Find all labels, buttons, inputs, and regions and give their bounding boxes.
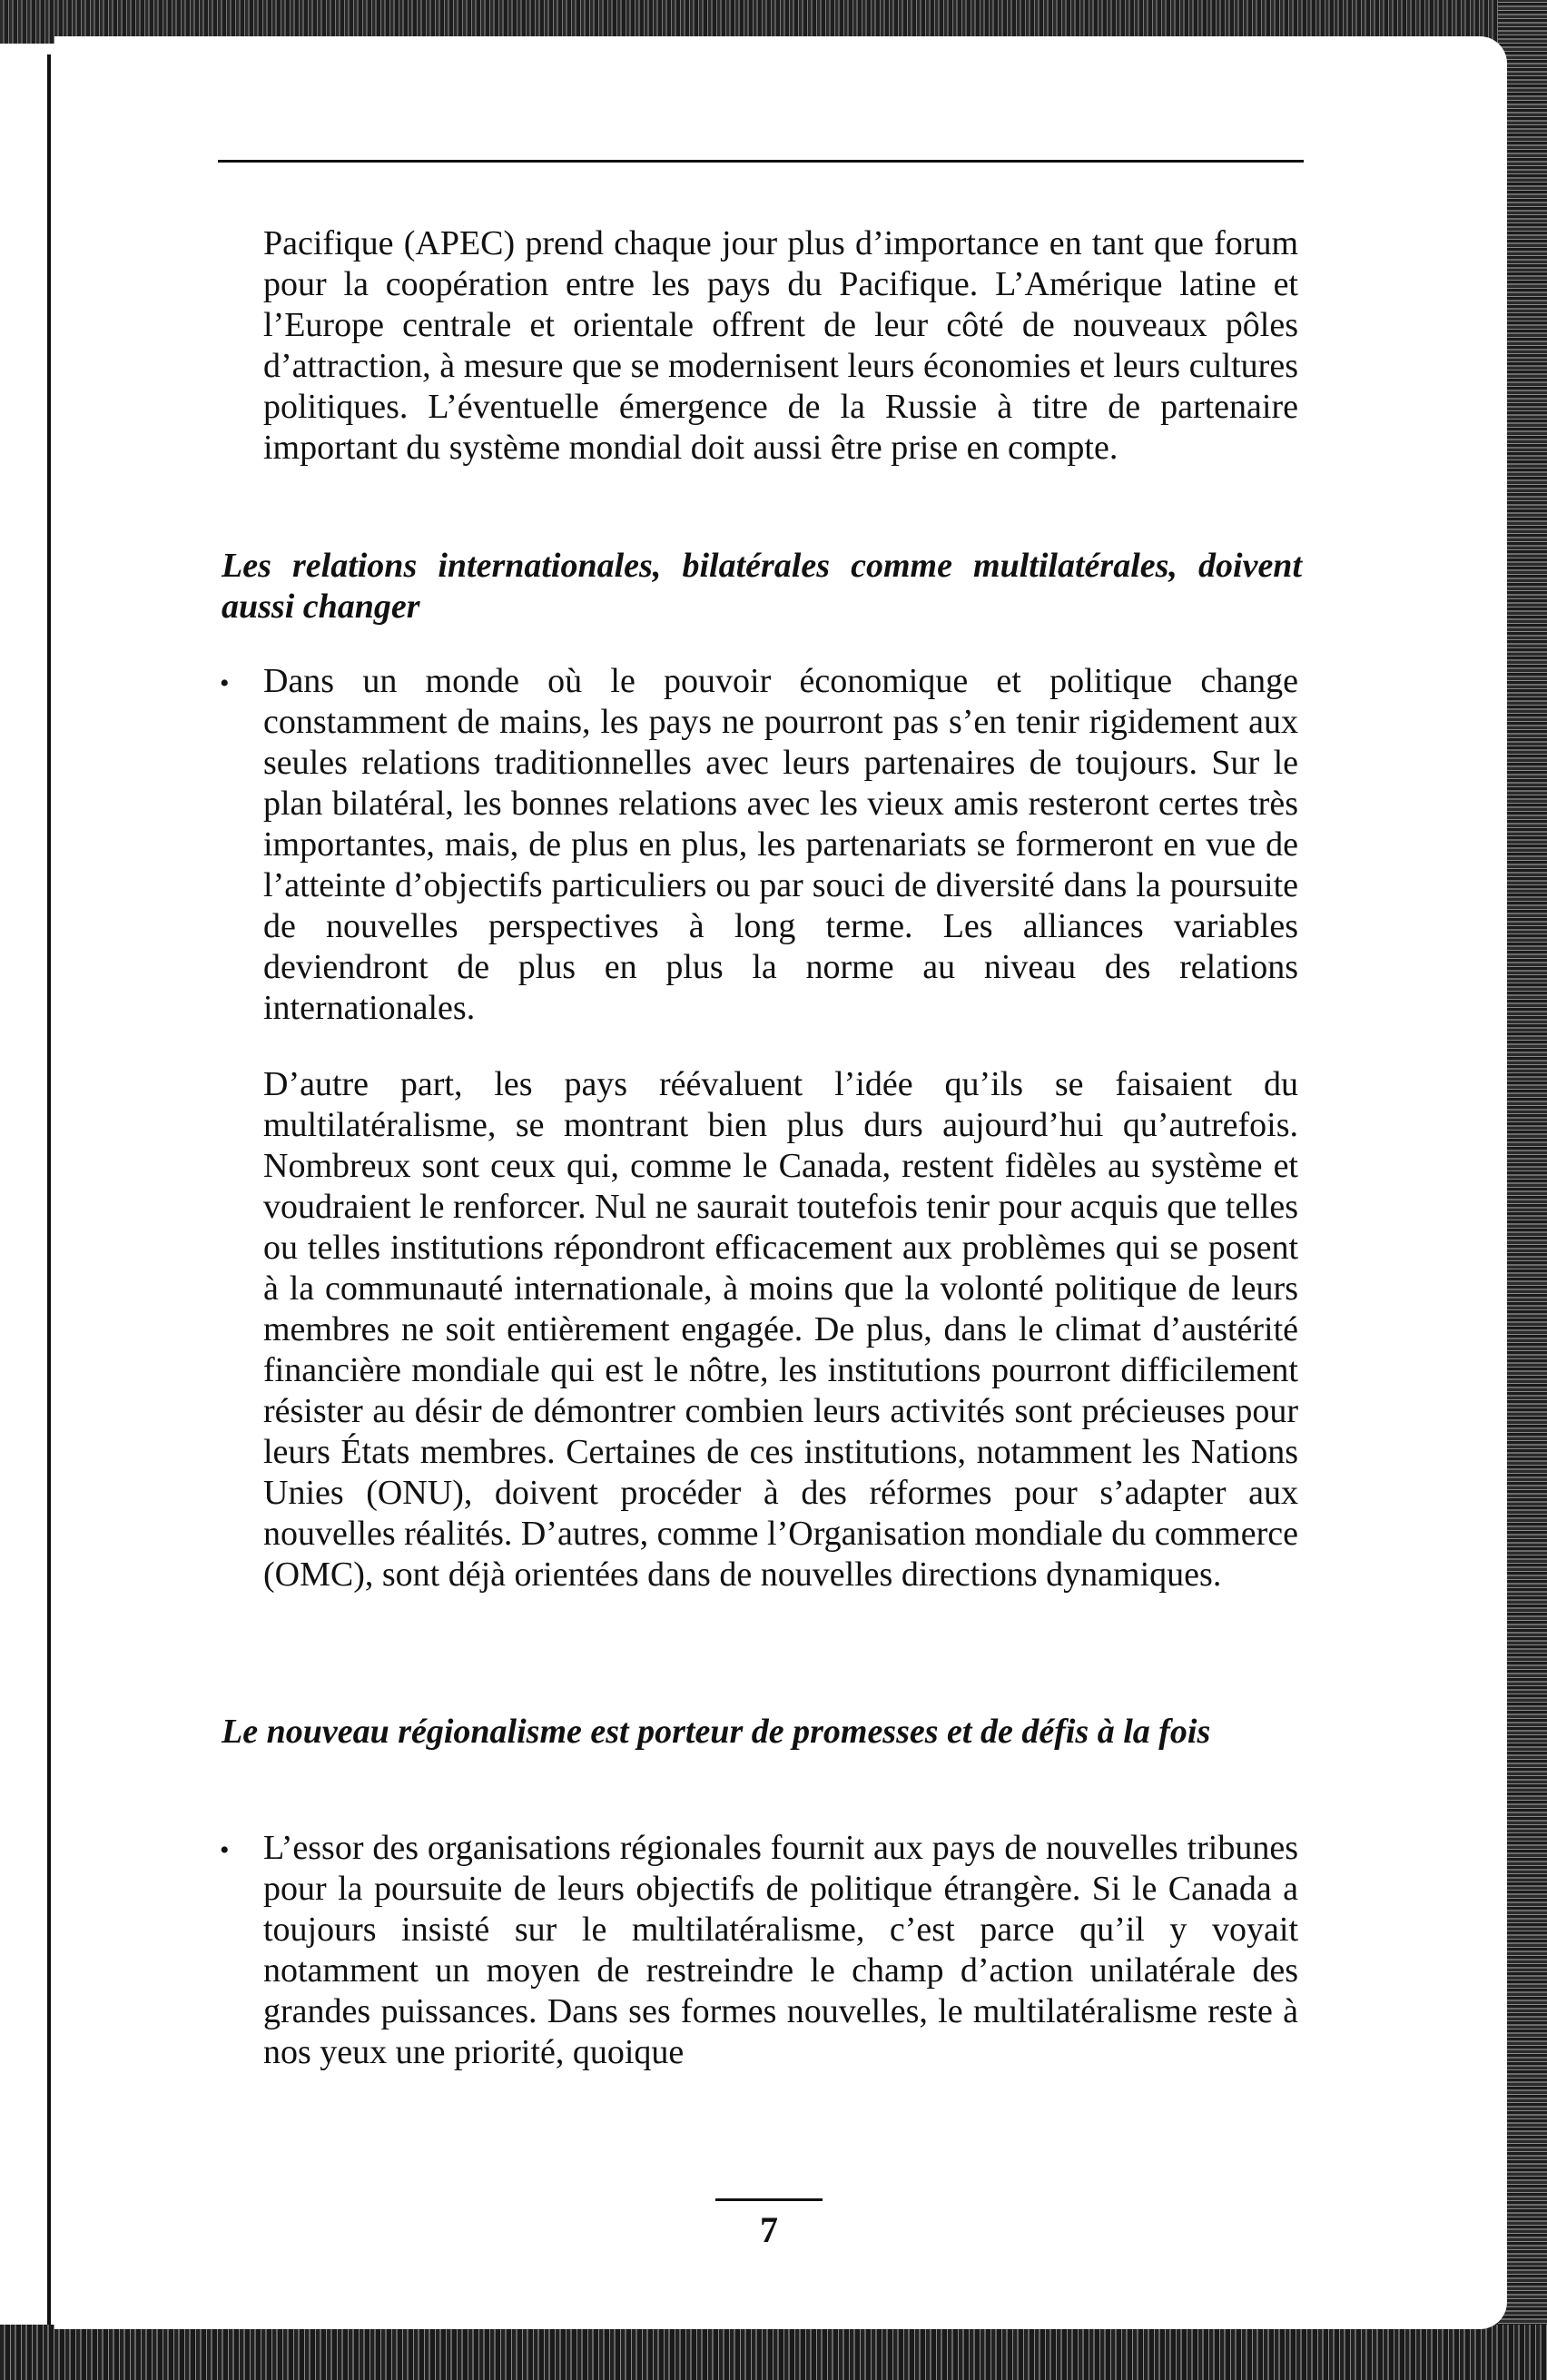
section-heading-relations: Les relations internationales, bilatérales comme multilatérales, doivent aussi changer <box>222 547 1302 626</box>
scan-edge-line <box>47 54 51 2325</box>
header-rule <box>218 160 1304 163</box>
bullet-paragraph-regionalism: L’essor des organisations régionales fournit aux pays de nouvelles tribunes pour la poursuite de leurs objectifs de politique étrangère. Si le Canada a toujours insisté sur le multilatéralisme, c’est parce qu’il y voyait notamment un moyen de restreindre le champ d’action unilatérale des grandes puissances. Dans ses formes nouvelles, le multilatéralisme reste à nos yeux une priorité, quoique <box>263 1829 1298 2071</box>
paragraph-multilateralism: D’autre part, les pays réévaluent l’idée qu’ils se faisaient du multilatéralisme, se montrant bien plus durs aujourd’hui qu’autrefois. Nombreux sont ceux qui, comme le Canada, restent fidèles au système et voudraient le renforcer. Nul ne saurait toutefois tenir pour acquis que telles ou telles institutions répondront efficacement aux problèmes qui se posent à la communauté internationale, à moins que la volonté politique de leurs membres ne soit entièrement engagée. De plus, dans le climat d’austérité financière mondiale qui est le nôtre, les institutions pourront difficilement résister au désir de démontrer combien leurs activités sont précieuses pour leurs États membres. Certaines de ces institutions, notamment les Nations Unies (ONU), doivent procéder à des réformes pour s’adapter aux nouvelles réalités. D’autres, comme l’Organisation mondiale du commerce (OMC), sont déjà orientées dans de nouvelles directions dynamiques. <box>263 1065 1298 1594</box>
scan-noise-bottom <box>0 2325 1547 2380</box>
bullet-marker: • <box>220 1835 230 1865</box>
bullet-marker: • <box>220 668 230 698</box>
paragraph-continued: Pacifique (APEC) prend chaque jour plus d’importance en tant que forum pour la coopération entre les pays du Pacifique. L’Amérique latine et l’Europe centrale et orientale offrent de leur côté de nouveaux pôles d’attraction, à mesure que se modernisent leurs économies et leurs cultures politiques. L’éventuelle émergence de la Russie à titre de partenaire important du système mondial doit aussi être prise en compte. <box>263 224 1298 467</box>
section-heading-regionalism: Le nouveau régionalisme est porteur de promesses et de défis à la fois <box>222 1713 1211 1751</box>
footer-rule <box>715 2198 823 2201</box>
page-number: 7 <box>760 2209 778 2250</box>
bullet-paragraph-relations: Dans un monde où le pouvoir économique et politique change constamment de mains, les pays ne pourront pas s’en tenir rigidement aux seules relations traditionnelles avec leurs partenaires de toujours. Sur le plan bilatéral, les bonnes relations avec les vieux amis resteront certes très importantes, mais, de plus en plus, les partenariats se formeront en vue de l’atteinte d’objectifs particuliers ou par souci de diversité dans la poursuite de nouvelles perspectives à long terme. Les alliances variables deviendront de plus en plus la norme au niveau des relations internationales. <box>263 662 1298 1027</box>
